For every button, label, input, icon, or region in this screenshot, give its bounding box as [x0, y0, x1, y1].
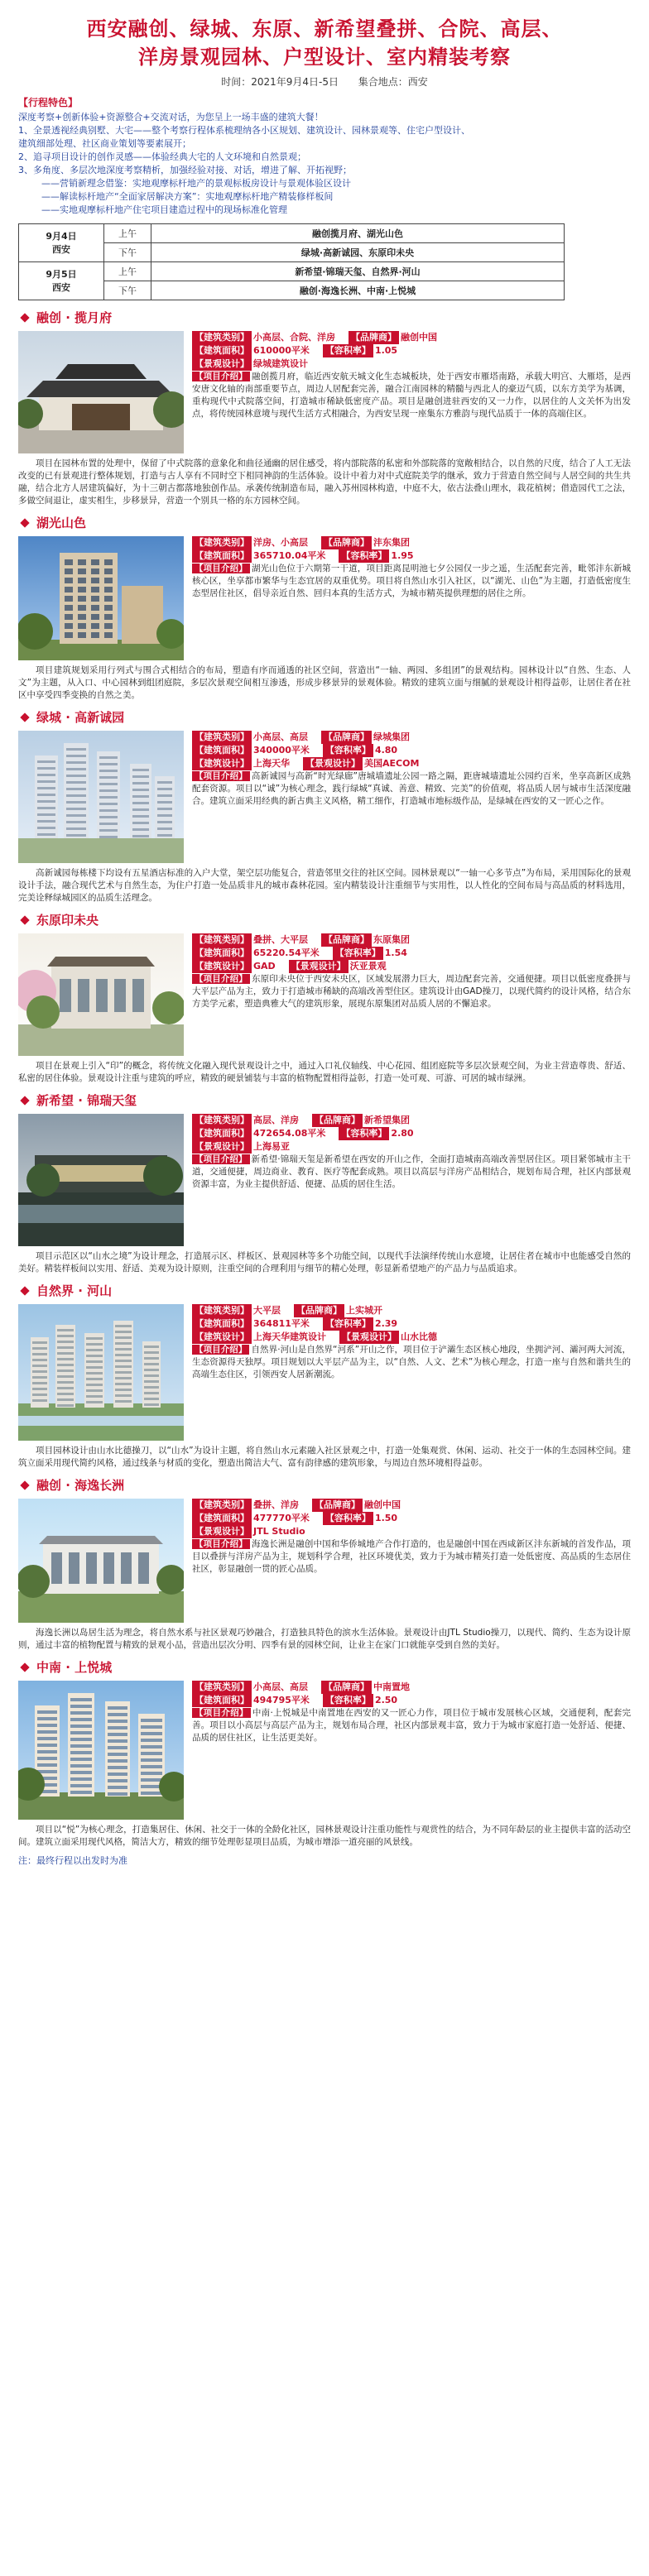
desc-label: 【项目介绍】 — [192, 564, 250, 573]
tag-value: 472654.08平米 — [253, 1128, 326, 1139]
tag-value: 中南置地 — [373, 1681, 410, 1692]
project-detail: 高新诚园每栋楼下均设有五星酒店标准的入户大堂，架空层功能复合，营造邻里交往的社区空间。园林景观以“一轴一心多节点”为布局，采用国际化的景观设计手法，融合现代艺术与自然生态，为住户打造一处品质非凡的城市森林花园。室内精装设计注重细节与实用性，以人性化的空间布局与高品质的材料选用，完美诠释绿城园区的品质生活理念。 — [18, 868, 631, 903]
tag-row — [192, 357, 631, 371]
schedule-am-content: 融创揽月府、湖光山色 — [151, 224, 565, 243]
page-title — [18, 15, 631, 71]
feature-line: 2、追寻项目设计的创作灵感——体验经典大宅的人文环境和自然景观； — [18, 151, 306, 162]
tag-key: 【建筑面积】 — [192, 344, 252, 357]
tag-key: 【景观设计】 — [303, 757, 363, 770]
tag-row — [192, 1331, 631, 1344]
tag-value: 1.54 — [384, 947, 407, 958]
tag-key: 【建筑面积】 — [192, 1512, 252, 1525]
project-image — [18, 331, 184, 456]
meta-line — [18, 74, 631, 89]
desc-text: 海逸长洲是融创中国和华侨城地产合作打造的，也是融创中国在西咸新区沣东新城的首发作品，项目以叠拼与洋房产品为主，规划科学合理，社区环境优美，致力于为城市精英打造一处低密度、高品质的生态居住社区，彰显融创一贯的匠心品质。 — [192, 1539, 631, 1574]
tag-value: 小高层、高层 — [253, 1681, 308, 1692]
tag-value: 叠拼、大平层 — [253, 934, 308, 945]
desc-label: 【项目介绍】 — [192, 372, 250, 381]
tag-row — [192, 1512, 631, 1525]
diamond-icon — [20, 313, 29, 322]
tag-value: 340000平米 — [253, 745, 310, 756]
feature-line: 1、全景透视经典别墅、大宅——整个考察行程体系梳理纳各小区规划、建筑设计、园林景观等、住宅户型设计、 — [18, 125, 470, 136]
project-row — [18, 933, 631, 1058]
tag-value: 美国AECOM — [364, 758, 420, 769]
tag-value: 610000平米 — [253, 345, 310, 356]
feature-line: ——营销新理念借鉴：实地观摩标杆地产的景观标板房设计与景观体验区设计 — [41, 178, 351, 189]
diamond-icon — [20, 1096, 29, 1105]
tag-key: 【品牌商】 — [321, 933, 372, 947]
desc-text: 融创揽月府，临近西安航天城文化生态城板块，处于西安市雁塔南路，承载大明宫、大雁塔，是西安唐文化轴的南部重要节点，周边人居配套完善，融合江南园林的精髓与西北人的豪迈气质，以东方美学为基调，重构现代中式院落空间，打造城市稀缺低密度产品。项目是融创进驻西安的又一力作，以居住的人文关怀为出发点，将传统园林意境与现代生活方式相融合，为西安呈现一座集东方雅韵与现代品质于一体的高端住区。 — [192, 372, 631, 419]
feature-line: 建筑细部处理、社区商业策划等要素展开； — [18, 138, 191, 149]
project-detail: 海逸长洲以岛居生活为理念，将自然水系与社区景观巧妙融合，打造独具特色的滨水生活体验。景观设计由JTL Studio操刀，以现代、简约、生态为设计原则，通过丰富的植物配置与精致的景观小品，营造出层次分明、四季有景的园林空间，让业主在家门口就能享受到自然的美好。 — [18, 1628, 631, 1650]
tag-key: 【品牌商】 — [321, 536, 372, 549]
desc-text: 高新诚园与高新“时光绿廊”唐城墙遗址公园一路之隔，距唐城墙遗址公园约百米，坐享高新区成熟配套资源。项目以“诚”为核心理念，践行绿城“真诚、善意、精致、完美”的价值观，将品质人居与城市生活深度融合。建筑立面采用经典的新古典主义风格，精工细作，打造城市地标级作品，是绿城在西安的又一匠心之作。 — [192, 771, 631, 806]
schedule-table — [18, 223, 565, 300]
tag-row — [192, 1114, 631, 1127]
project-row — [18, 1499, 631, 1625]
schedule-date — [19, 224, 104, 262]
tag-key: 【景观设计】 — [289, 960, 349, 973]
project-section — [18, 708, 631, 904]
desc-text: 自然界·河山是自然界“河系”开山之作，项目位于浐灞生态区核心地段，坐拥浐河、灞河两大河流，生态资源得天独厚。项目规划以大平层产品为主，以“自然、人文、艺术”为核心理念，打造一座与自然和谐共生的高端生态住区，引领西安人居新潮流。 — [192, 1345, 632, 1379]
schedule-pm-label: 下午 — [104, 243, 151, 262]
project-detail: 项目在园林布置的处理中，保留了中式院落的意象化和曲径通幽的居住感受，将内部院落的私密和外部院落的宽敞相结合，以自然的尺度，结合了人工无法改变的已有景观进行整体规划，打造与古人享有不同时空下相同神韵的生活体验。设计中着力对中式庭院美学的继承，致力于营造自然空间与人居空间的共生共融，结合北方人居建筑偏好，为十三朝古都落地独创作品。承袭传统制造布局，融入苏州园林构造，中庭不大，依古法叠山理水，栽花植树；借造园代工之法，多做空间退让，虚实相生，步移景异，营造一个别具一格的东方园林空间。 — [18, 458, 631, 506]
tag-key: 【建筑类别】 — [192, 331, 252, 344]
project-photo — [18, 933, 184, 1056]
tag-key: 【品牌商】 — [321, 731, 372, 744]
tag-value: 小高层、合院、洋房 — [253, 332, 335, 343]
project-photo — [18, 331, 184, 453]
project-section — [18, 309, 631, 507]
tag-value: 494795平米 — [253, 1695, 310, 1705]
project-section — [18, 1091, 631, 1275]
project-title-text: 新希望 · 锦瑞天玺 — [36, 1093, 137, 1108]
tag-key: 【建筑设计】 — [192, 1331, 252, 1344]
tag-key: 【容积率】 — [333, 947, 383, 960]
schedule-row — [19, 224, 565, 243]
tag-key: 【容积率】 — [323, 1317, 373, 1331]
diamond-icon — [20, 518, 29, 527]
project-description — [192, 563, 631, 600]
project-title — [18, 1282, 631, 1299]
project-image — [18, 1499, 184, 1625]
tag-key: 【容积率】 — [339, 549, 389, 563]
project-section — [18, 1658, 631, 1849]
diamond-icon — [20, 1286, 29, 1295]
tag-row — [192, 731, 631, 744]
project-detail: 项目园林设计由山水比德操刀，以“山水”为设计主题，将自然山水元素融入社区景观之中，打造一处集观赏、休闲、运动、社交于一体的生态园林空间。建筑立面采用现代简约风格，通过线条与材质的变化，塑造出简洁大气、富有韵律感的建筑形象，与周边自然环境相得益彰。 — [18, 1446, 631, 1468]
project-info — [184, 1114, 631, 1191]
project-row — [18, 536, 631, 663]
project-title-text: 东原印未央 — [36, 913, 99, 928]
tag-value: 477770平米 — [253, 1513, 310, 1523]
project-photo — [18, 1499, 184, 1623]
tag-key: 【品牌商】 — [312, 1499, 363, 1512]
schedule-pm-content: 绿城·高新诚园、东原印未央 — [151, 243, 565, 262]
tag-key: 【景观设计】 — [192, 357, 252, 371]
desc-text: 新希望·锦瑞天玺是新希望在西安的开山之作，全面打造城南高端改善型居住区。项目紧邻城市主干道，交通便捷，周边商业、教育、医疗等配套成熟。项目以高层与洋房产品相结合，规划布局合理，社区内部景观资源丰富，为业主提供舒适、便捷、品质的居住生活。 — [192, 1154, 631, 1189]
tag-value: 新希望集团 — [364, 1115, 410, 1125]
project-row — [18, 1304, 631, 1443]
project-photo — [18, 536, 184, 660]
diamond-icon — [20, 1480, 29, 1489]
project-description — [192, 1154, 631, 1191]
project-detail: 项目在景观上引入“印”的概念，将传统文化融入现代景观设计之中，通过入口礼仪轴线、中心花园、组团庭院等多层次景观空间，为业主营造尊贵、舒适、私密的居住体验。景观设计注重与建筑的呼应，精致的硬景铺装与丰富的植物配置相得益彰，打造一处可观、可游、可居的城市绿洲。 — [18, 1061, 631, 1083]
desc-label: 【项目介绍】 — [192, 1345, 249, 1355]
schedule-row — [19, 262, 565, 281]
title-line-2: 洋房景观园林、户型设计、室内精装考察 — [138, 46, 511, 69]
tag-value: 上海天华 — [253, 758, 290, 769]
project-section — [18, 911, 631, 1085]
tag-value: 山水比德 — [401, 1331, 437, 1342]
project-image — [18, 731, 184, 866]
tag-value: 364811平米 — [253, 1318, 310, 1329]
footer-note: 注：最终行程以出发时为准 — [18, 1855, 127, 1866]
project-info — [184, 1499, 631, 1576]
tag-value: 上实城开 — [346, 1305, 382, 1316]
tag-key: 【建筑类别】 — [192, 1499, 252, 1512]
project-row — [18, 331, 631, 456]
project-image — [18, 933, 184, 1058]
desc-label: 【项目介绍】 — [192, 771, 250, 781]
tag-key: 【建筑类别】 — [192, 1681, 252, 1694]
tag-key: 【建筑设计】 — [192, 960, 252, 973]
project-title-text: 融创 · 揽月府 — [36, 310, 113, 325]
schedule-pm-label: 下午 — [104, 281, 151, 300]
title-line-1: 西安融创、绿城、东原、新希望叠拼、合院、高层、 — [86, 17, 563, 41]
tag-value: 上海易亚 — [253, 1141, 290, 1152]
schedule-date-day: 9月5日 — [46, 268, 77, 280]
schedule-am-label: 上午 — [104, 262, 151, 281]
project-detail: 项目示范区以“山水之境”为设计理念，打造展示区、样板区、景观园林等多个功能空间，以现代手法演绎传统山水意境，让居住者在城市中也能感受自然的美好。精装样板间以实用、舒适、美观为设计原则，注重空间的合理利用与细节的精心处理，彰显新希望地产的产品力与品质追求。 — [18, 1251, 631, 1274]
project-description — [192, 770, 631, 808]
project-image — [18, 1304, 184, 1443]
diamond-icon — [20, 712, 29, 722]
project-section — [18, 1476, 631, 1652]
tag-key: 【建筑类别】 — [192, 536, 252, 549]
feature-line: ——解读标杆地产“全面家居解决方案”：实地观摩标杆地产精装修样板间 — [41, 191, 334, 202]
tag-key: 【品牌商】 — [312, 1114, 363, 1127]
tag-row — [192, 1499, 631, 1512]
tag-key: 【建筑类别】 — [192, 1304, 252, 1317]
tag-value: 1.95 — [391, 550, 414, 561]
tag-value: 4.80 — [374, 745, 398, 756]
project-section — [18, 514, 631, 702]
tag-value: 叠拼、洋房 — [253, 1499, 299, 1510]
tag-row — [192, 1525, 631, 1538]
tag-row — [192, 960, 631, 973]
projects-list — [18, 309, 631, 1849]
project-title — [18, 1476, 631, 1494]
tag-value: 65220.54平米 — [253, 947, 320, 958]
schedule-date-city: 西安 — [52, 281, 70, 293]
tag-row — [192, 1681, 631, 1694]
tag-value: 上海天华建筑设计 — [253, 1331, 326, 1342]
project-title-text: 自然界 · 河山 — [36, 1283, 113, 1298]
meta-place: 集合地点：西安 — [358, 76, 428, 88]
tag-key: 【容积率】 — [323, 344, 373, 357]
project-title — [18, 708, 631, 726]
feature-line: 3、多角度、多层次地深度考察精析，加强经验对接、对话，增进了解、开拓视野； — [18, 165, 352, 175]
tag-value: 高层、洋房 — [253, 1115, 299, 1125]
tag-key: 【建筑类别】 — [192, 731, 252, 744]
project-title — [18, 911, 631, 928]
tag-row — [192, 344, 631, 357]
schedule-am-content: 新希望·锦瑞天玺、自然界·河山 — [151, 262, 565, 281]
project-info — [184, 1304, 631, 1381]
tag-value: 融创中国 — [401, 332, 437, 343]
tag-key: 【建筑面积】 — [192, 947, 252, 960]
tag-row — [192, 1140, 631, 1154]
tag-value: 东原集团 — [373, 934, 410, 945]
tag-key: 【容积率】 — [323, 1512, 373, 1525]
features-lines — [18, 111, 631, 217]
tag-key: 【品牌商】 — [321, 1681, 372, 1694]
tag-key: 【容积率】 — [339, 1127, 389, 1140]
tag-key: 【景观设计】 — [339, 1331, 399, 1344]
tag-value: 绿城建筑设计 — [253, 358, 308, 369]
project-description — [192, 1707, 631, 1744]
project-photo — [18, 731, 184, 863]
tag-value: JTL Studio — [253, 1526, 305, 1537]
tag-key: 【建筑类别】 — [192, 933, 252, 947]
tag-key: 【建筑设计】 — [192, 757, 252, 770]
tag-key: 【容积率】 — [323, 1694, 373, 1707]
tag-row — [192, 331, 631, 344]
project-title — [18, 1091, 631, 1109]
tag-value: 洋房、小高层 — [253, 537, 308, 548]
project-title-text: 绿城 · 高新诚园 — [36, 710, 125, 725]
tag-row — [192, 1317, 631, 1331]
tag-key: 【景观设计】 — [192, 1525, 252, 1538]
project-info — [184, 731, 631, 808]
project-title-text: 中南 · 上悦城 — [36, 1660, 113, 1675]
feature-line: 深度考察+创新体验+资源整合+交流对话，为您呈上一场丰盛的建筑大餐！ — [18, 112, 324, 122]
meta-time: 时间：2021年9月4日-5日 — [221, 76, 339, 88]
tag-row — [192, 536, 631, 549]
schedule-date — [19, 262, 104, 300]
project-image — [18, 1114, 184, 1249]
tag-key: 【建筑面积】 — [192, 549, 252, 563]
project-title — [18, 514, 631, 531]
tag-value: 1.05 — [374, 345, 398, 356]
tag-key: 【建筑类别】 — [192, 1114, 252, 1127]
tag-key: 【建筑面积】 — [192, 744, 252, 757]
project-info — [184, 331, 631, 420]
desc-text: 东原印未央位于西安未央区，区域发展潜力巨大，周边配套完善，交通便捷。项目以低密度叠拼与大平层产品为主，致力于打造城市稀缺的高端改善型住区。建筑设计由GAD操刀，以现代简约的设计风格，结合东方美学元素，塑造典雅大气的建筑形象，展现东原集团对品质人居的不懈追求。 — [192, 974, 631, 1009]
tag-key: 【品牌商】 — [294, 1304, 344, 1317]
project-info — [184, 536, 631, 600]
project-row — [18, 1114, 631, 1249]
tag-row — [192, 1127, 631, 1140]
desc-label: 【项目介绍】 — [192, 1708, 251, 1718]
tag-value: 2.80 — [391, 1128, 414, 1139]
project-title — [18, 309, 631, 326]
desc-text: 中南·上悦城是中南置地在西安的又一匠心力作，项目位于城市发展核心区域，交通便利，配套完善。项目以小高层与高层产品为主，规划布局合理，社区内部景观丰富，致力于为城市家庭打造一处舒适、便捷、品质的居住社区，让生活更美好。 — [192, 1708, 632, 1743]
tag-value: 沣东集团 — [373, 537, 410, 548]
features-section — [18, 95, 631, 217]
project-photo — [18, 1114, 184, 1246]
tag-value: 1.50 — [374, 1513, 398, 1523]
tag-row — [192, 549, 631, 563]
tag-key: 【建筑面积】 — [192, 1317, 252, 1331]
tag-value: 2.39 — [374, 1318, 398, 1329]
project-row — [18, 731, 631, 866]
project-description — [192, 1538, 631, 1576]
desc-text: 湖光山色位于六期第一干道，项目距离昆明池七夕公园仅一步之遥，生活配套完善，毗邻沣东新城核心区，坐享都市繁华与生态宜居的双重优势。项目将自然山水引入社区，以“湖光、山色”为主题，打造低密度生态型居住社区，倡导亲近自然、回归本真的生活方式，为城市精英提供理想的居住之所。 — [192, 564, 631, 598]
project-row — [18, 1681, 631, 1822]
schedule-date-city: 西安 — [52, 243, 70, 255]
tag-row — [192, 744, 631, 757]
project-info — [184, 933, 631, 1010]
project-description — [192, 1344, 631, 1381]
tag-row — [192, 947, 631, 960]
diamond-icon — [20, 1662, 29, 1672]
project-description — [192, 973, 631, 1010]
tag-row — [192, 1304, 631, 1317]
feature-line: ——实地观摩标杆地产住宅项目建造过程中的现场标准化管理 — [41, 204, 287, 215]
schedule-am-label: 上午 — [104, 224, 151, 243]
tag-value: 小高层、高层 — [253, 732, 308, 742]
tag-value: 大平层 — [253, 1305, 281, 1316]
tag-key: 【景观设计】 — [192, 1140, 252, 1154]
schedule-pm-content: 融创·海逸长洲、中南·上悦城 — [151, 281, 565, 300]
tag-row — [192, 757, 631, 770]
project-description — [192, 371, 631, 420]
project-section — [18, 1282, 631, 1470]
project-image — [18, 536, 184, 663]
project-title-text: 融创 · 海逸长洲 — [36, 1478, 125, 1493]
tag-value: 365710.04平米 — [253, 550, 326, 561]
tag-row — [192, 1694, 631, 1707]
diamond-icon — [20, 915, 29, 924]
project-title — [18, 1658, 631, 1676]
tag-key: 【建筑面积】 — [192, 1694, 252, 1707]
project-title-text: 湖光山色 — [36, 516, 87, 530]
tag-key: 【品牌商】 — [349, 331, 399, 344]
tag-key: 【建筑面积】 — [192, 1127, 252, 1140]
desc-label: 【项目介绍】 — [192, 974, 250, 984]
project-image — [18, 1681, 184, 1822]
desc-label: 【项目介绍】 — [192, 1539, 250, 1549]
tag-value: GAD — [253, 961, 276, 971]
project-detail: 项目建筑规划采用行列式与围合式相结合的布局，塑造有序而通透的社区空间，营造出“一轴、两园、多组团”的景观结构。园林设计以“自然、生态、人文”为主题，从入口、中心园林到组团庭院，多层次景观空间相互渗透，形成步移景异的景观体验。精致的建筑立面与细腻的景观设计相得益彰，让居住者在社区中享受四季变换的自然之美。 — [18, 665, 631, 700]
project-photo — [18, 1304, 184, 1441]
project-info — [184, 1681, 631, 1744]
tag-key: 【容积率】 — [323, 744, 373, 757]
project-photo — [18, 1681, 184, 1820]
features-heading: 【行程特色】 — [18, 97, 79, 108]
tag-row — [192, 933, 631, 947]
tag-value: 2.50 — [374, 1695, 398, 1705]
desc-label: 【项目介绍】 — [192, 1154, 250, 1164]
tag-value: 融创中国 — [364, 1499, 401, 1510]
schedule-date-day: 9月4日 — [46, 230, 77, 242]
tag-value: 绿城集团 — [373, 732, 410, 742]
project-detail: 项目以“悦”为核心理念，打造集居住、休闲、社交于一体的全龄化社区，园林景观设计注重功能性与观赏性的结合，为不同年龄层的业主提供丰富的活动空间。建筑立面采用现代风格，简洁大方，精致的细节处理彰显项目品质，为城市增添一道亮丽的风景线。 — [18, 1825, 631, 1847]
tag-value: 沃亚景观 — [349, 961, 387, 971]
